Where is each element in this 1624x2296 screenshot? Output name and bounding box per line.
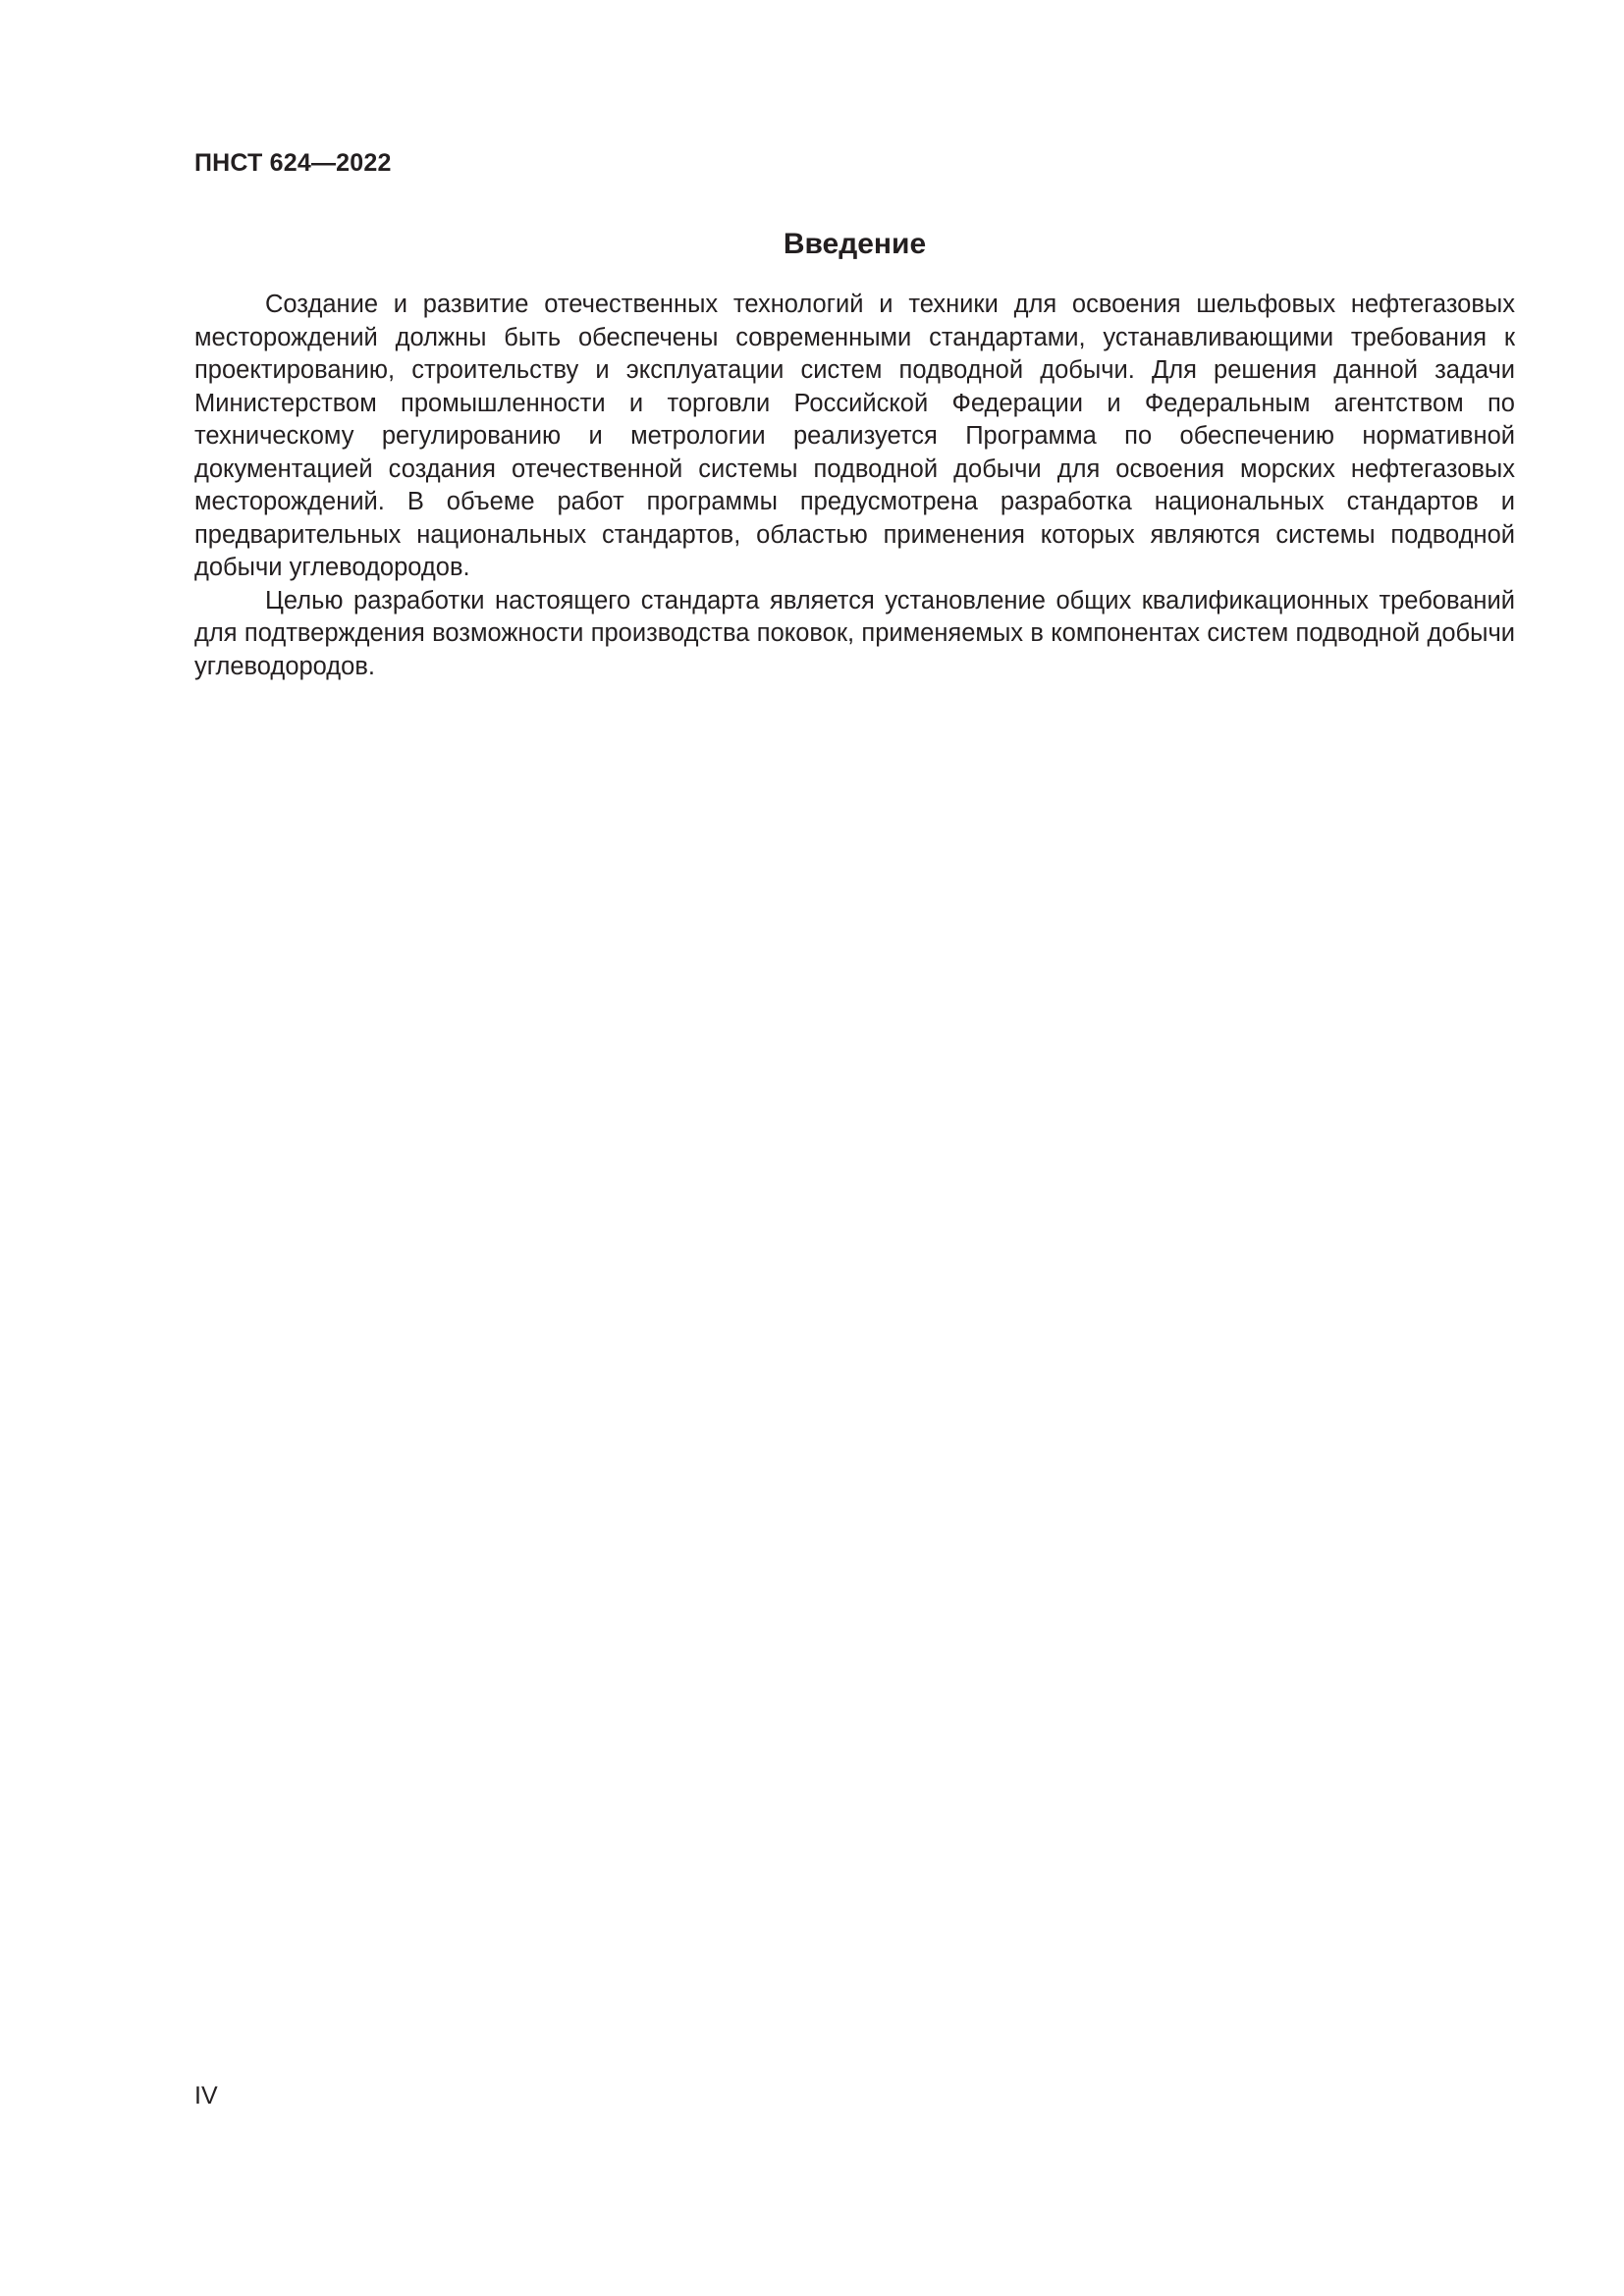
page-number: IV <box>194 2082 218 2109</box>
paragraph: Создание и развитие отечественных технологий и техники для освоения шельфовых нефтегазовых месторождений должны быть обеспечены современными стандартами, устанавливающими требования к проектированию, строительству и эксплуатации систем подводной добычи. Для решения данной задачи Министерством промышленности и торговли Российской Федерации и Федеральным агентством по техническому регулированию и метрологии реализуется Программа по обеспечению нормативной документацией создания отечественной системы подводной добычи для освоения морских нефтегазовых месторождений. В объеме работ программы предусмотрена разработка национальных стандартов и предварительных национальных стандартов, областью применения которых являются системы подводной добычи углеводородов. <box>194 291 1515 581</box>
document-code: ПНСТ 624—2022 <box>194 149 392 177</box>
paragraph: Целью разработки настоящего стандарта является установление общих квалификационных требований для подтверждения возможности производства поковок, применяемых в компонентах систем подводной добычи углеводородов. <box>194 586 1515 680</box>
section-title: Введение <box>783 228 927 260</box>
introduction-body <box>194 289 1515 683</box>
